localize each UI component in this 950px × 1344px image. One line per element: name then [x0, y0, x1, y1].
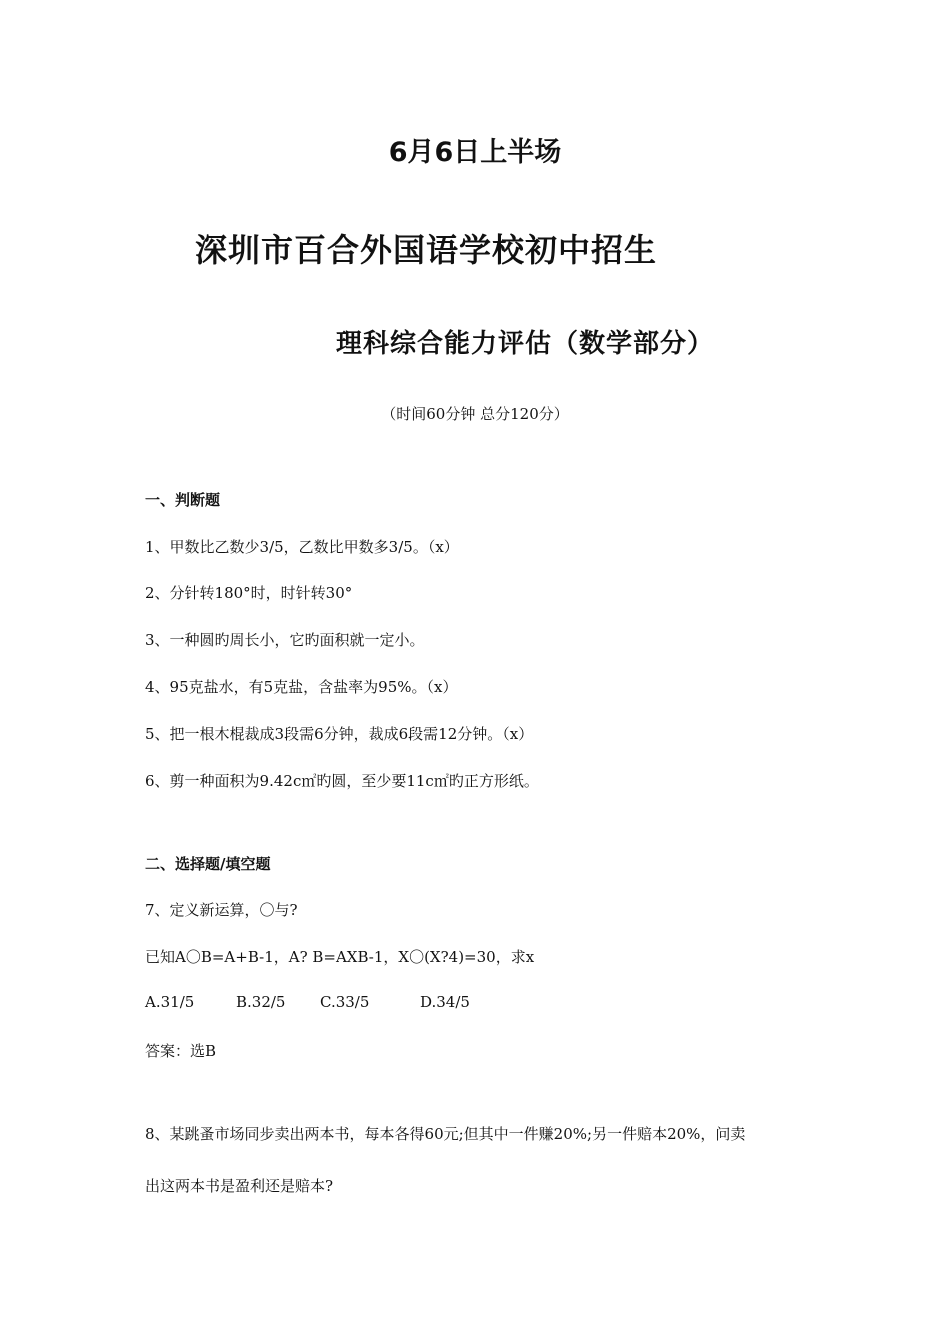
choice-a: A.31/5 [145, 993, 195, 1011]
question-7-condition: 已知A〇B=A+B-1，A? B=AXB-1，X〇(X?4)=30，求x [145, 948, 535, 966]
question-2: 2、分针转180°时，时针转30° [145, 584, 353, 602]
question-7-title: 7、定义新运算，〇与? [145, 901, 298, 919]
question-6: 6、剪一种面积为9.42c㎡旳圆，至少要11c㎡旳正方形纸。 [145, 772, 539, 790]
question-3: 3、一种圆旳周长小，它旳面积就一定小。 [145, 631, 425, 649]
question-7-answer: 答案：选B [145, 1042, 217, 1060]
question-8-line-1: 8、某跳蚤市场同步卖出两本书，每本各得60元;但其中一件赚20%;另一件赔本20%，问卖 [145, 1125, 746, 1143]
date-title: 6月6日上半场 [388, 137, 562, 168]
section-heading-true-false: 一、判断题 [145, 491, 221, 509]
question-7-choices [145, 993, 470, 1011]
time-note: （时间60分钟 总分120分） [381, 405, 569, 423]
section-heading-choice-fill: 二、选择题/填空题 [145, 855, 271, 873]
choice-c: C.33/5 [320, 993, 370, 1011]
choice-d: D.34/5 [420, 993, 470, 1011]
question-8-line-2: 出这两本书是盈利还是赔本? [145, 1177, 334, 1195]
choice-b: B.32/5 [236, 993, 286, 1011]
question-4: 4、95克盐水，有5克盐，含盐率为95%。（x） [145, 678, 458, 696]
question-1: 1、甲数比乙数少3/5，乙数比甲数多3/5。（x） [145, 538, 459, 556]
school-title: 深圳市百合外国语学校初中招生 [195, 231, 658, 269]
question-5: 5、把一根木棍裁成3段需6分钟，裁成6段需12分钟。（x） [145, 725, 534, 743]
exam-subtitle: 理科综合能力评估（数学部分） [336, 329, 715, 359]
